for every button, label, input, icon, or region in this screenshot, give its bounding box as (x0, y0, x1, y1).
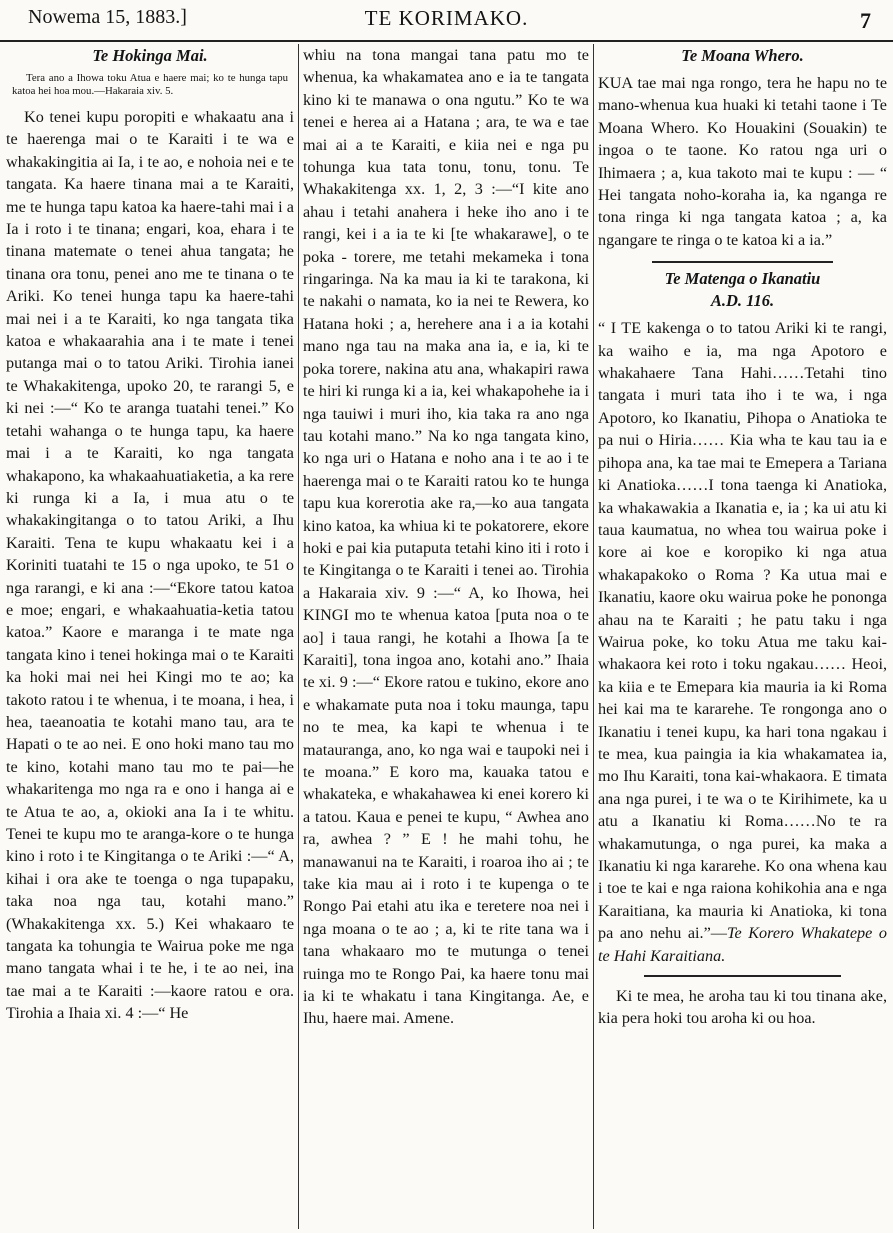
column-divider (298, 44, 299, 1229)
section-rule (644, 975, 841, 977)
epigraph: Tera ano a Ihowa toku Atua e haere mai; ko te hunga tapu katoa hei hoa mou.—Hakaraia xiv. 5. (12, 72, 288, 97)
source-citation: Te Korero Whakatepe o te Hahi Karaitiana. (598, 924, 887, 965)
issue-date: Nowema 15, 1883.] (28, 6, 187, 28)
column-divider (593, 44, 594, 1229)
page-header (0, 0, 893, 42)
column-3 (598, 44, 887, 1229)
article-body: Ko tenei kupu poropiti e whakaatu ana i te haerenga mai o te Karaiti i te wa e whakakingitia ai Ia, i te ao, e nohoia nei e te tangata. Ka haere tinana mai a te Karaiti, me te hunga tapu katoa ka haere-tahi mai i a Ia i roto i te tinana; engari, koa, ehara i te tinana matemate o tenei ahua tangata; he tinana ora tonu, penei ano me te tinana o te Ariki. Ko tenei hunga tapu ka haere-tahi mai nei i a te Karaiti, ko nga tangata tika katoa e whakaarahia ana i te mate i tenei putanga mai o to tatou Ariki. Tirohia ianei te Whakakitenga, upoko 20, te rarangi 5, e ki nei :—“ Ko te aranga tuatahi tenei.” Ko tetahi wahanga o te hunga tapu, ka haere mai i a te Karaiti, ko nga tangata whakapono, ka whakaahuatiaketia, a ka rere ki runga ki a Ia, i mua atu o te whakakingitanga o to tatou Ariki, a Ihu Karaiti. Tena te kupu whakaatu kei i a Koriniti tuatahi te 15 o nga upoko, te 51 o nga rarangi, e ki ana :—“Ekore tatou katoa e moe; engari, e whakaahuatia-ketia tatou katoa.” Kaore e maranga i te mate nga tangata kino i tenei hokinga mai o te Karaiti ka hoki mai nei hei Kingi mo te ao; ka takoto ratou i te whenua, i te moana, i hea, i hea, taeanoatia te kotahi mano tau, ara te Hapati o te ao nei. E ono hoki mano tau mo te kino, kotahi mano tau mo te pai—he whakaritenga mo nga ra e ono i hanga ai e te Atua te ao, a, okioki ana Ia i te whitu. Tenei te kupu mo te aranga-kore o te hunga kino i roto i te Kingitanga o te Ariki :—“ A, kihai i ora ake te toenga o nga tupapaku, taka noa nga tau, kotahi mano.” (Whakakitenga xx. 5.) Kei whakaaro te tangata ka tohungia te Wairua poke me nga mano tangata whai i te he, i te ao nei, ina tae mai a te Karaiti :—kaore ratou e ora. Tirohia a Ihaia xi. 4 :—“ He (6, 108, 294, 1023)
page-number: 7 (860, 8, 871, 33)
newspaper-title: TE KORIMAKO. (364, 6, 529, 30)
article-heading: Te Hokinga Mai. (92, 46, 208, 65)
article-body-continued: whiu na tona mangai tana patu mo te whenua, ka whakamatea ano e ia te tangata kino ki te manawa o ona ngutu.” Ko te wa tenei e herea ai a Hatana ; ara, te wa e tae mai ai a te Karaiti, e kiia nei e nga pu tohunga kua tata tonu, tonu, tonu. Te Whakakitenga xx. 1, 2, 3 :—“I kite ano ahau i tetahi anahera i heke iho ano i te rangi, kei i a ia te ki [te whakarawe], o te poka - torere, me tetahi mekameka i tona ringaringa. Na ka mau ia ki te tarakona, ki te nakahi o namata, ko ia nei te Rewera, ko Hatana hoki ; a, herehere ana i a ia kotahi mano nga tau na maka ana ia, e ia, ki te poka torere, nakina atu ana, whakapiri rawa te hiri ki runga ki a ia, kei whakapohehe ia i nga tauiwi i muri iho, kia taka ra ano nga tau kotahi mano.” Na ko nga tangata kino, ko nga uri o Hatana e noho ana i te ao i te haerenga mai o te Karaiti ratou ko te hunga tapu kua korerotia ake ra,—ko aua tangata kino katoa, ka whiua ki te pokatorere, ekore hoki e pai kia putaputa tetahi kino iti i roto i te Kingitanga o te Karaiti i tenei ao. Tirohia a Hakaraia xiv. 9 :—“ A, ko Ihowa, hei KINGI mo te whenua katoa [puta noa o te ao] i taua rangi, he kotahi a Ihowa [a te Karaiti], tona ingoa ano, kotahi ano.” Ihaia te xi. 9 :—“ Ekore ratou e tukino, ekore ano e whakamate puta noa i toku maunga, tapu no te mea, ka kapi te whenua i te matauranga, ano, ko nga wai e taupoki nei i te moana.” E koro ma, kauaka tatou e whakateka, e whakahawea ki enei korero ki a tatou. Kaua e penei te kupu, “ Awhea ano ra, awhea ? ” E ! he mahi tohu, he manawanui na te Karaiti, i roaroa iho ai ; te take kia mau ai i roto i te kupenga o te Rongo Pai etahi atu ika e teretere noa nei i nga moana o te ao ; a, ki te rite tana wa i tana whakaaro mo te mutunga o tenei ruinga mo te Rongo Pai, ka haere tonu mai ia ki te whakatu i tana Kingitanga. Ae, e Ihu, haere mai. Amene. (303, 46, 589, 1028)
article-heading: Te Moana Whero. (681, 46, 804, 65)
article-body: KUA tae mai nga rongo, tera he hapu no te mano-whenua kua huaki ki tetahi taone i Te Moana Whero. Ko Houakini (Souakin) te ingoa o te taone. Ko ratou nga uri o Ihimaera ; a, kua takoto mai te kupu : — “ Hei tangata noho-koraha ia, ka nganga re tona ringa ki nga tangata katoa ; a, ka ngangare te ringa o te katoa ki a ia.” (598, 74, 887, 249)
article-heading-date: A.D. 116. (710, 291, 775, 311)
article-text: “ I TE kakenga o to tatou Ariki ki te rangi, ka waiho e ia, ma nga Apotoro e whakahaere Tana Hahi……Tetahi tino tangata i muri tata iho i te wa, i nga Apotoro, ko Ikanatiu, Pihopa o Anatioka te pa nui o Hiria…… Kia wha te kau tau ia e pihopa ana, ka tae mai te Emepera a Tariana ki Anatioka……I tona taenga ki Anatioka, ka whakawakia a Ikanatia e, ia ; ka ui atu ki taua kaumatua, no whea tou wairua poke i kore ai koe e koropiko ki nga atua whakapakoko o Roma ? Ka utua mai e Ikanatiu, kaore oku wairua poke he pononga ahau na te Karaiti ; he patu taku i nga Wairua poke, ko toku Atua me taku kai-whakaora kei roto i toku ngakau…… Heoi, ka kiia e te Emepara kia mauria ia ki Roma hei kai ma te kararehe. Te rongonga ano o Ikanatiu i tenei kupu, ka hari tona ngakau i te mea, kua paingia ia kia whakamatea ia, mo Ihu Karaiti, tona kai-whakaora. E timata ana nga purei, i te wa o te Kirihimete, ka u atu a Ikanatiu ki Roma……No te ra whakamutunga, o nga purei, ka maka a Ikanatiu ki nga kararehe. Ko ona whena kau i toe te kai e nga raiona kohikohia ana e nga Karaitiana, ka mauria ki Anatioka, ki tona pa ano nehu ai.”— (598, 319, 887, 943)
closing-note: Ki te mea, he aroha tau ki tou tinana ake, kia pera hoki tou aroha ki ou hoa. (598, 987, 887, 1028)
article-heading: Te Matenga o Ikanatiu (664, 269, 821, 289)
column-1 (6, 44, 294, 1229)
section-rule (652, 261, 833, 263)
article-body (598, 317, 887, 967)
column-2 (303, 44, 589, 1229)
